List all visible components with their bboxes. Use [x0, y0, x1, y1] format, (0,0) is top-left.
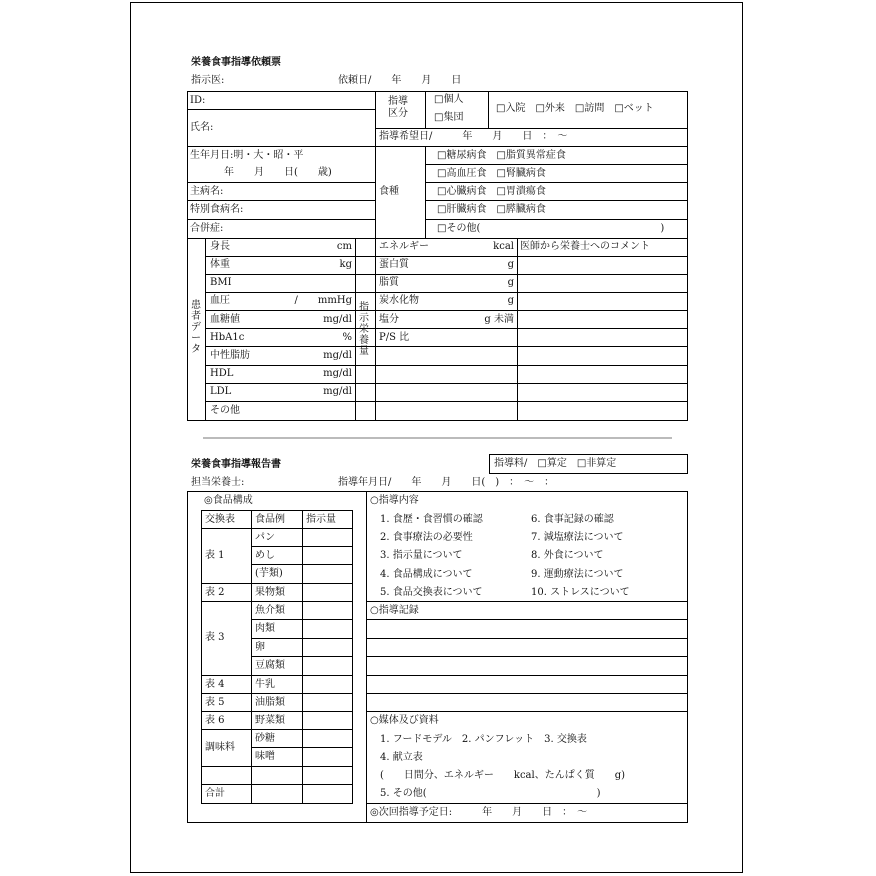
- nutrition-row-label: 塩分: [379, 314, 399, 325]
- food-composition-title: ◎食品構成: [204, 495, 253, 506]
- doctor-field[interactable]: 指示医:: [191, 75, 225, 86]
- food-example: 味噌: [255, 751, 275, 762]
- id-field[interactable]: ID:: [190, 95, 206, 106]
- desired-date-field[interactable]: 指導希望日/ 年 月 日 ： 〜: [379, 131, 568, 142]
- food-group: 表 5: [205, 697, 225, 708]
- patient-row-unit: mg/dl: [323, 314, 352, 325]
- nutrition-row-label: 蛋白質: [379, 259, 409, 270]
- food-group: 調味料: [205, 742, 235, 753]
- patient-row-unit: mg/dl: [323, 386, 352, 397]
- guidance-date-field[interactable]: 指導年月日/ 年 月 日( ) ： 〜 ：: [338, 477, 555, 488]
- food-example: パン: [255, 532, 275, 543]
- diet-option[interactable]: □肝臓病食 □膵臓病食: [437, 204, 546, 215]
- content-item[interactable]: 8. 外食について: [531, 550, 604, 561]
- food-example: 砂糖: [255, 733, 275, 744]
- patient-row-label: LDL: [210, 386, 232, 397]
- diet-option[interactable]: □糖尿病食 □脂質異常症食: [437, 150, 566, 161]
- patient-row-unit: cm: [336, 241, 352, 252]
- request-title: 栄養食事指導依頼票: [191, 57, 281, 68]
- patient-row-unit: / mmHg: [294, 295, 352, 306]
- nutrition-row-unit: g: [507, 295, 514, 306]
- section-divider: [203, 437, 672, 439]
- patient-row-unit: kg: [339, 259, 352, 270]
- group-checkbox[interactable]: □集団: [434, 112, 464, 123]
- next-date-field[interactable]: ◎次回指導予定日: 年 月 日 ： 〜: [370, 807, 588, 818]
- content-item[interactable]: 9. 運動療法について: [531, 569, 624, 580]
- content-item[interactable]: 10. ストレスについて: [531, 587, 630, 598]
- content-item[interactable]: 5. 食品交換表について: [380, 587, 483, 598]
- record-title: ○指導記録: [370, 605, 419, 616]
- nutrition-row-label: P/S 比: [379, 332, 410, 343]
- patient-row-label: HbA1c: [210, 332, 245, 343]
- patient-row-label: 血圧: [210, 295, 230, 306]
- complication-field[interactable]: 合併症:: [190, 223, 224, 234]
- nutrition-label: 指示栄養量: [359, 302, 369, 357]
- guidance-type-label: 指導 区分: [388, 96, 408, 119]
- food-example: 肉類: [255, 623, 275, 634]
- col-amount: 指示量: [306, 514, 336, 525]
- report-title: 栄養食事指導報告書: [191, 459, 281, 470]
- content-item[interactable]: 3. 指示量について: [380, 550, 463, 561]
- col-table: 交換表: [205, 514, 235, 525]
- food-example: 卵: [255, 642, 265, 653]
- diet-option[interactable]: □心臓病食 □胃潰瘍食: [437, 186, 546, 197]
- food-group: 表 6: [205, 715, 225, 726]
- patient-data-label: 患者データ: [191, 300, 201, 355]
- setting-checkboxes[interactable]: □入院 □外来 □訪問 □ベット: [496, 103, 654, 114]
- col-example: 食品例: [255, 514, 285, 525]
- patient-row-label: 体重: [210, 259, 230, 270]
- birth-date-line: 年 月 日( 歳): [224, 167, 332, 178]
- main-disease-field[interactable]: 主病名:: [190, 186, 224, 197]
- nutrition-row-unit: g 未満: [484, 314, 514, 325]
- nutrition-row-unit: g: [507, 259, 514, 270]
- individual-checkbox[interactable]: □個人: [434, 94, 464, 105]
- food-example: 牛乳: [255, 679, 275, 690]
- patient-row-unit: mg/dl: [323, 350, 352, 361]
- nutrition-row-label: 炭水化物: [379, 295, 419, 306]
- content-item[interactable]: 7. 減塩療法について: [531, 532, 624, 543]
- food-example: 果物類: [255, 587, 285, 598]
- dietitian-field[interactable]: 担当栄養士:: [191, 477, 245, 488]
- patient-row-label: その他: [210, 405, 240, 416]
- media-item[interactable]: ( 日間分、エネルギー kcal、たんぱく質 g): [380, 770, 626, 781]
- comment-label: 医師から栄養士へのコメント: [520, 241, 650, 252]
- birth-field[interactable]: 生年月日:明・大・昭・平: [190, 150, 304, 161]
- patient-row-unit: %: [342, 332, 352, 343]
- food-example: 野菜類: [255, 715, 285, 726]
- diet-option[interactable]: □高血圧食 □腎臓病食: [437, 168, 546, 179]
- nutrition-row-unit: kcal: [493, 241, 514, 252]
- patient-row-label: HDL: [210, 368, 234, 379]
- patient-row-unit: mg/dl: [323, 368, 352, 379]
- food-group: 表 3: [205, 632, 225, 643]
- diet-type-label: 食種: [379, 186, 399, 197]
- media-title: ○媒体及び資料: [370, 715, 439, 726]
- content-item[interactable]: 4. 食品構成について: [380, 569, 473, 580]
- food-group: 合計: [205, 788, 225, 799]
- request-date-field[interactable]: 依頼日/ 年 月 日: [338, 75, 462, 86]
- food-example: 魚介類: [255, 605, 285, 616]
- content-item[interactable]: 6. 食事記録の確認: [531, 514, 614, 525]
- content-title: ○指導内容: [370, 495, 419, 506]
- food-group: 表 2: [205, 587, 225, 598]
- content-item[interactable]: 1. 食歴・食習慣の確認: [380, 514, 483, 525]
- patient-row-label: 身長: [210, 241, 230, 252]
- food-group: 表 1: [205, 550, 225, 561]
- food-example: めし: [255, 550, 275, 561]
- food-example: 油脂類: [255, 697, 285, 708]
- media-item[interactable]: 1. フードモデル 2. パンフレット 3. 交換表: [380, 734, 587, 745]
- nutrition-row-unit: g: [507, 277, 514, 288]
- name-field[interactable]: 氏名:: [190, 122, 214, 133]
- fee-field[interactable]: 指導料/ □算定 □非算定: [494, 458, 617, 469]
- diet-option[interactable]: □その他( ): [437, 223, 665, 234]
- patient-row-label: 血糖値: [210, 314, 240, 325]
- media-item[interactable]: 5. その他( ): [380, 788, 601, 799]
- nutrition-row-label: エネルギー: [379, 241, 429, 252]
- patient-row-label: BMI: [210, 277, 232, 288]
- special-disease-field[interactable]: 特別食病名:: [190, 204, 244, 215]
- food-group: 表 4: [205, 679, 225, 690]
- content-item[interactable]: 2. 食事療法の必要性: [380, 532, 473, 543]
- nutrition-row-label: 脂質: [379, 277, 399, 288]
- patient-row-label: 中性脂肪: [210, 350, 250, 361]
- food-example: (芋類): [255, 568, 283, 579]
- media-item[interactable]: 4. 献立表: [380, 752, 423, 763]
- food-example: 豆腐類: [255, 660, 285, 671]
